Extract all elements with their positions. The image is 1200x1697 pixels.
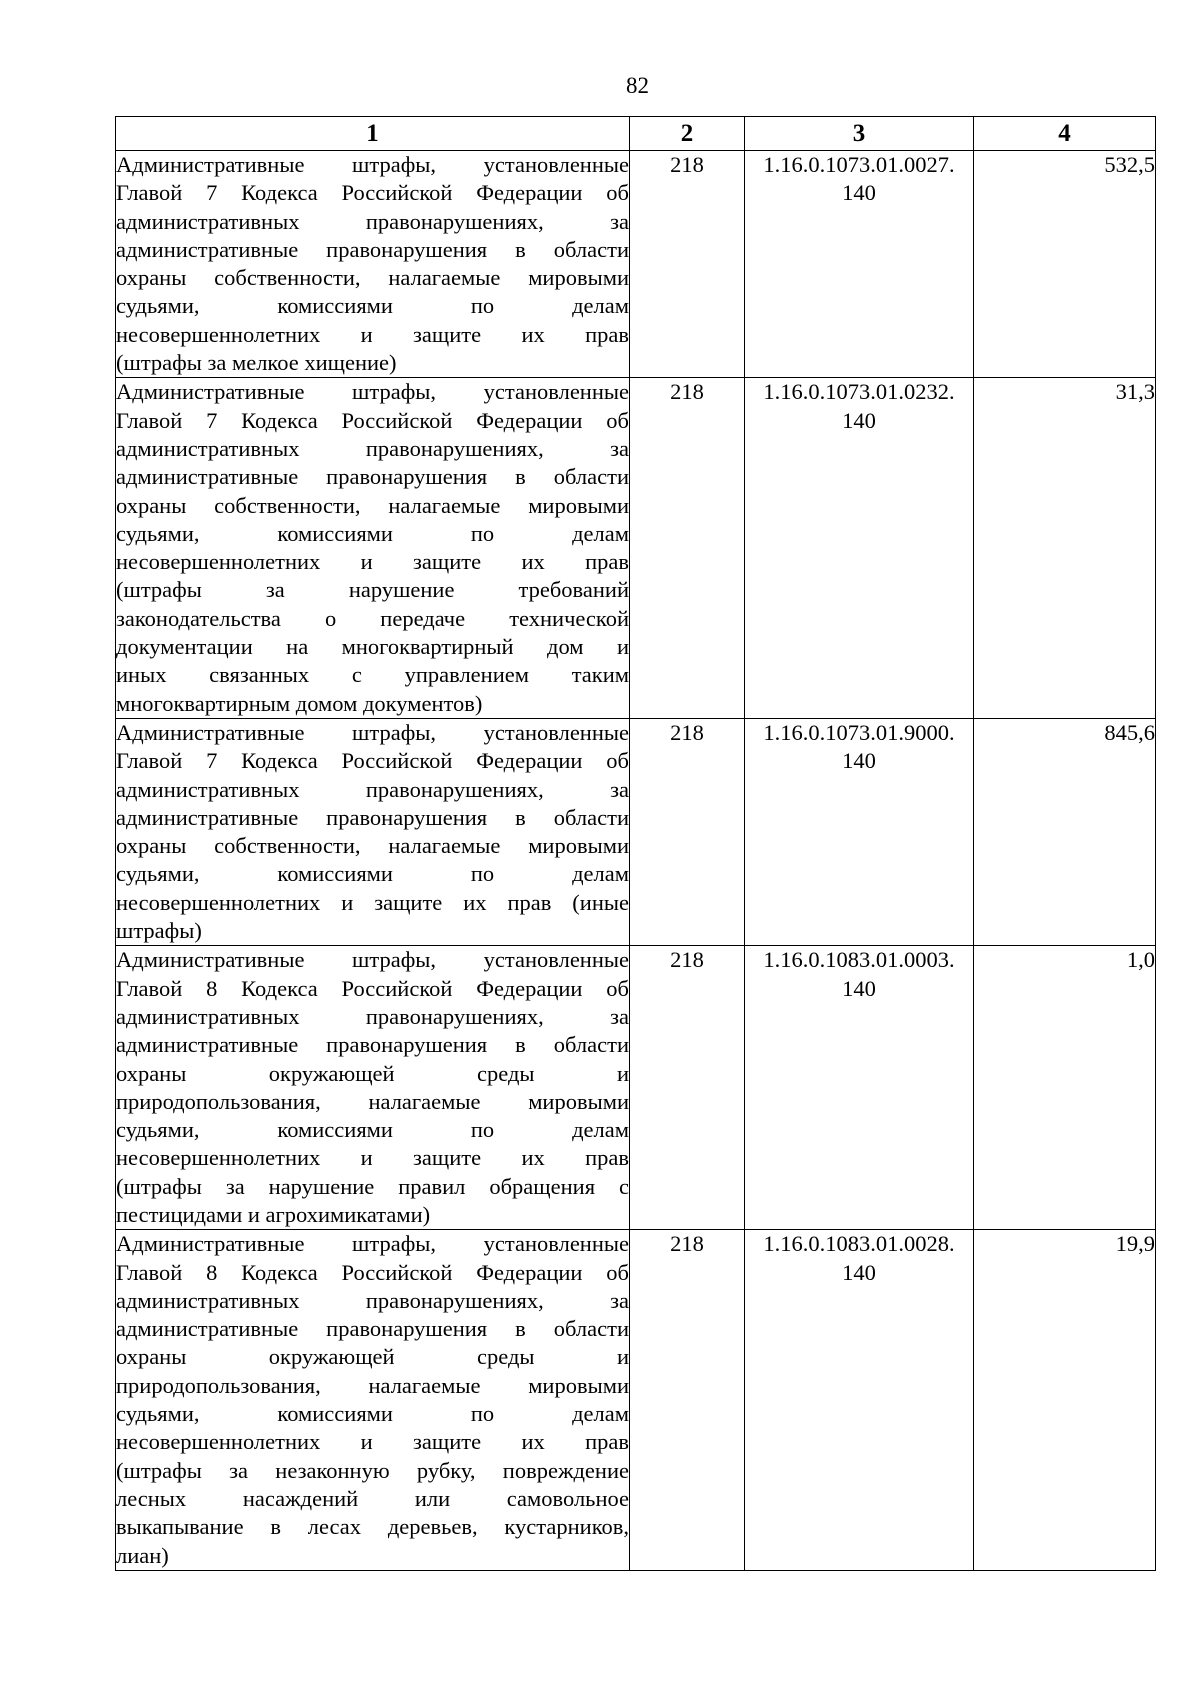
description-line: несовершеннолетних и защите их прав (иные xyxy=(116,889,629,915)
column-header-4: 4 xyxy=(974,117,1156,151)
description-line: (штрафы за мелкое хищение) xyxy=(116,350,397,376)
description-line: административных правонарушениях, за xyxy=(116,208,629,234)
classification-code xyxy=(745,946,974,1230)
description-line: судьями, комиссиями по делам xyxy=(116,1401,629,1427)
description-line: многоквартирным домом документов) xyxy=(116,690,483,716)
description-line: лиан) xyxy=(116,1542,169,1568)
table-row xyxy=(116,151,1156,378)
classification-code-part2: 140 xyxy=(842,180,876,206)
classification-code-part1: 1.16.0.1083.01.0028. xyxy=(763,1231,955,1257)
description-line: (штрафы за нарушение требований xyxy=(116,577,629,603)
classification-code-part1: 1.16.0.1083.01.0003. xyxy=(763,947,955,973)
amount: 19,9 xyxy=(974,1230,1156,1571)
column-header-2: 2 xyxy=(630,117,745,151)
classification-code-part2: 140 xyxy=(842,407,876,433)
description-line: несовершеннолетних и защите их прав xyxy=(116,1429,629,1455)
description-line: охраны собственности, налагаемые мировыми xyxy=(116,265,629,291)
description-line: охраны собственности, налагаемые мировыми xyxy=(116,492,629,518)
amount: 31,3 xyxy=(974,378,1156,719)
description-line: административные правонарушения в области xyxy=(116,236,629,262)
description-line: штрафы) xyxy=(116,918,202,944)
amount: 532,5 xyxy=(974,151,1156,378)
description-line: (штрафы за нарушение правил обращения с xyxy=(116,1173,629,1199)
page-number: 82 xyxy=(626,73,649,98)
description-line: Главой 8 Кодекса Российской Федерации об xyxy=(116,1259,629,1285)
budget-table xyxy=(115,116,1156,1571)
description-line: судьями, комиссиями по делам xyxy=(116,861,629,887)
description-line: административные правонарушения в области xyxy=(116,1032,629,1058)
description-line: судьями, комиссиями по делам xyxy=(116,293,629,319)
description-line: судьями, комиссиями по делам xyxy=(116,1117,629,1143)
revenue-description xyxy=(116,378,630,719)
description-line: Главой 7 Кодекса Российской Федерации об xyxy=(116,407,629,433)
amount: 1,0 xyxy=(974,946,1156,1230)
description-line: пестицидами и агрохимикатами) xyxy=(116,1201,431,1227)
classification-code-part1: 1.16.0.1073.01.0027. xyxy=(763,152,955,177)
description-line: охраны окружающей среды и xyxy=(116,1060,629,1086)
admin-code: 218 xyxy=(630,1230,745,1571)
description-line: природопользования, налагаемые мировыми xyxy=(116,1372,629,1398)
description-line: несовершеннолетних и защите их прав xyxy=(116,1145,629,1171)
classification-code-part2: 140 xyxy=(842,975,876,1001)
description-line: природопользования, налагаемые мировыми xyxy=(116,1088,629,1114)
description-line: административных правонарушениях, за xyxy=(116,435,629,461)
description-line: административные правонарушения в области xyxy=(116,464,629,490)
classification-code-part2: 140 xyxy=(842,748,876,774)
classification-code-part2: 140 xyxy=(842,1259,876,1285)
classification-code xyxy=(745,1230,974,1571)
table-row xyxy=(116,378,1156,719)
description-line: охраны собственности, налагаемые мировыми xyxy=(116,833,629,859)
classification-code xyxy=(745,151,974,378)
description-line: Административные штрафы, установленные xyxy=(116,152,629,177)
description-line: Административные штрафы, установленные xyxy=(116,379,629,405)
description-line: административных правонарушениях, за xyxy=(116,776,629,802)
description-line: охраны окружающей среды и xyxy=(116,1344,629,1370)
description-line: законодательства о передаче технической xyxy=(116,605,629,631)
description-line: административные правонарушения в области xyxy=(116,1316,629,1342)
admin-code: 218 xyxy=(630,151,745,378)
description-line: (штрафы за незаконную рубку, повреждение xyxy=(116,1457,629,1483)
description-line: административных правонарушениях, за xyxy=(116,1003,629,1029)
description-line: Административные штрафы, установленные xyxy=(116,719,629,745)
table-row xyxy=(116,946,1156,1230)
admin-code: 218 xyxy=(630,718,745,945)
description-line: Главой 8 Кодекса Российской Федерации об xyxy=(116,975,629,1001)
description-line: административные правонарушения в области xyxy=(116,804,629,830)
description-line: административных правонарушениях, за xyxy=(116,1287,629,1313)
admin-code: 218 xyxy=(630,946,745,1230)
revenue-description xyxy=(116,151,630,378)
description-line: документации на многоквартирный дом и xyxy=(116,634,629,660)
column-header-3: 3 xyxy=(745,117,974,151)
header-row xyxy=(116,117,1156,151)
description-line: иных связанных с управлением таким xyxy=(116,662,629,688)
description-line: несовершеннолетних и защите их прав xyxy=(116,321,629,347)
classification-code xyxy=(745,718,974,945)
amount: 845,6 xyxy=(974,718,1156,945)
classification-code-part1: 1.16.0.1073.01.0232. xyxy=(763,379,955,405)
classification-code-part1: 1.16.0.1073.01.9000. xyxy=(763,719,955,745)
revenue-description xyxy=(116,946,630,1230)
description-line: лесных насаждений или самовольное xyxy=(116,1485,629,1511)
description-line: Главой 7 Кодекса Российской Федерации об xyxy=(116,748,629,774)
description-line: Главой 7 Кодекса Российской Федерации об xyxy=(116,180,629,206)
revenue-description xyxy=(116,718,630,945)
column-header-1: 1 xyxy=(116,117,630,151)
description-line: Административные штрафы, установленные xyxy=(116,947,629,973)
description-line: выкапывание в лесах деревьев, кустарников, xyxy=(116,1514,629,1540)
description-line: Административные штрафы, установленные xyxy=(116,1231,629,1257)
table-row xyxy=(116,718,1156,945)
classification-code xyxy=(745,378,974,719)
description-line: судьями, комиссиями по делам xyxy=(116,520,629,546)
table-row xyxy=(116,1230,1156,1571)
table-body xyxy=(116,151,1156,1571)
description-line: несовершеннолетних и защите их прав xyxy=(116,549,629,575)
revenue-description xyxy=(116,1230,630,1571)
admin-code: 218 xyxy=(630,378,745,719)
